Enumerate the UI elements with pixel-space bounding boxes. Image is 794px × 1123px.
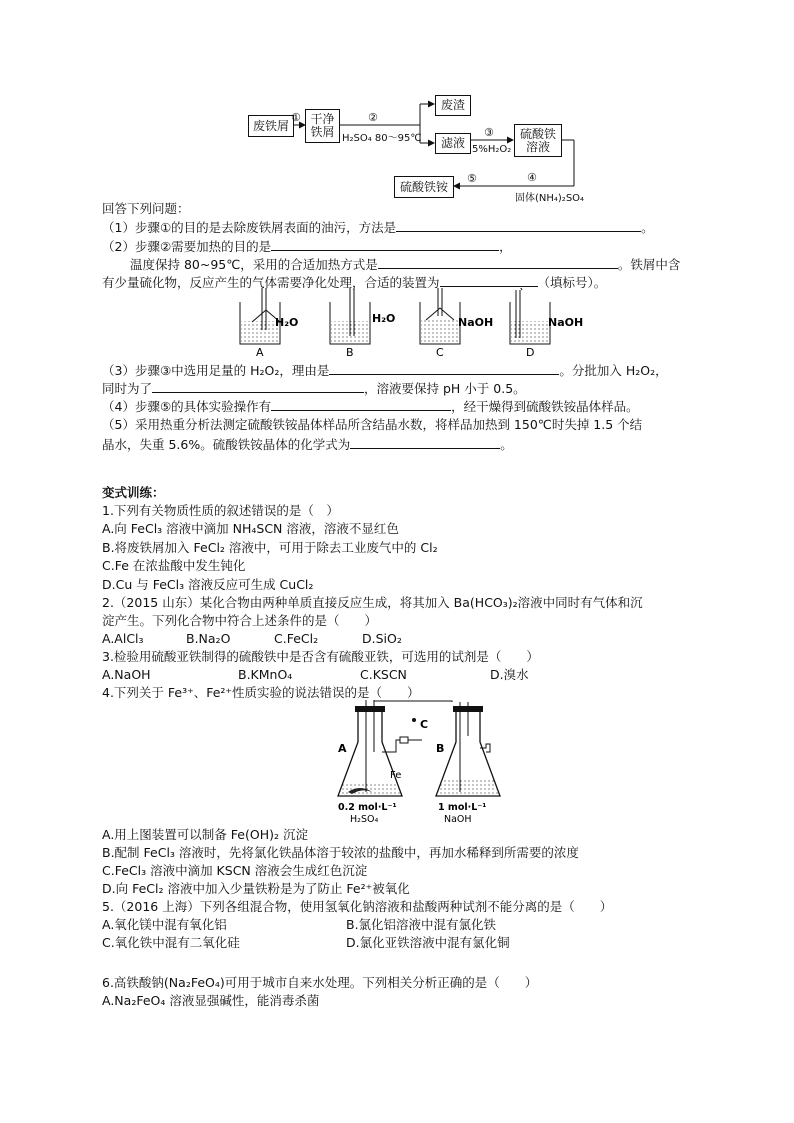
q3c-text: 同时为了 — [102, 381, 153, 396]
q2-line2 — [130, 256, 680, 273]
base-conc-label: 1 mol·L⁻¹ — [438, 802, 487, 813]
p2-option-b: B.Na₂O — [186, 631, 231, 646]
box-filtrate: 滤液 — [435, 133, 471, 154]
flask-b-label: B — [436, 742, 445, 755]
q2-purpose-blank[interactable] — [271, 238, 499, 251]
practice-heading: 变式训练： — [102, 485, 165, 500]
p4-option-d: D.向 FeCl₂ 溶液中加入少量铁粉是为了防止 Fe²⁺被氧化 — [102, 881, 410, 896]
box-waste: 废渣 — [435, 95, 471, 116]
p2-option-c: C.FeCl₂ — [274, 631, 319, 646]
step2-condition: H₂SO₄ 80～95℃ — [342, 133, 422, 144]
q3-purpose-blank[interactable] — [152, 380, 364, 393]
box-product: 硫酸铁铵 — [394, 176, 454, 198]
p2-stem: 2.（2015 山东）某化合物由两种单质直接反应生成，将其加入 Ba(HCO₃)₂溶液中同时有气体和沉 — [102, 595, 643, 610]
box-clean-iron-line1: 干净 — [310, 112, 335, 126]
q4-line — [102, 398, 639, 415]
step1-label: ① — [291, 111, 301, 124]
q5-line2 — [102, 436, 513, 453]
flowchart-arrows — [0, 0, 794, 200]
p3-options — [102, 667, 529, 683]
p5-options-row2 — [102, 935, 510, 951]
base-label: NaOH — [444, 814, 472, 825]
q1-answer-blank[interactable] — [396, 219, 641, 232]
box-raw-iron: 废铁屑 — [248, 115, 294, 137]
q2-heating-blank[interactable] — [378, 256, 618, 269]
box-ferric-line2: 溶液 — [525, 139, 550, 154]
step4-condition: 固体(NH₄)₂SO₄ — [515, 193, 585, 204]
label-a: A — [256, 346, 264, 359]
p2-option-d: D.SiO₂ — [362, 631, 402, 646]
step2-label: ② — [368, 111, 378, 124]
q4b-text: ，经干燥得到硫酸铁铵晶体样品。 — [451, 399, 639, 414]
p3-option-d: D.溴水 — [490, 667, 529, 682]
q2c-text: 。铁屑中含 — [617, 257, 681, 272]
clamp-c-label: C — [420, 718, 429, 731]
p3-option-b: B.KMnO₄ — [238, 667, 293, 682]
intro-text: 回答下列问题： — [102, 201, 190, 216]
feoh2-apparatus — [330, 700, 510, 828]
q2a-text: （2）步骤②需要加热的目的是 — [102, 239, 272, 254]
step4-label: ④ — [527, 171, 537, 184]
p1-option-d: D.Cu 与 FeCl₃ 溶液反应可生成 CuCl₂ — [102, 577, 314, 592]
q3-line2 — [102, 380, 526, 397]
p4-stem: 4.下列关于 Fe³⁺、Fe²⁺性质实验的说法错误的是（ ） — [102, 685, 420, 700]
p1-option-a: A.向 FeCl₃ 溶液中滴加 NH₄SCN 溶液，溶液不显红色 — [102, 521, 399, 536]
q3d-text: ，溶液要保持 pH 小于 0.5。 — [364, 381, 526, 396]
q3b-text: 。分批加入 H₂O₂， — [559, 363, 668, 378]
p1-option-b: B.将废铁屑加入 FeCl₂ 溶液中，可用于除去工业废气中的 Cl₂ — [102, 540, 438, 555]
p2-option-a: A.AlCl₃ — [102, 631, 144, 646]
p6-stem: 6.高铁酸钠(Na₂FeO₄)可用于城市自来水处理。下列相关分析正确的是（ ） — [102, 975, 538, 990]
acid-label: H₂SO₄ — [350, 814, 379, 825]
q4a-text: （4）步骤⑤的具体实验操作有 — [102, 399, 272, 414]
p5-option-a: A.氧化镁中混有氧化铝 — [102, 917, 227, 932]
flask-a-label: A — [338, 742, 347, 755]
q5-period: 。 — [500, 437, 513, 452]
step5-label: ⑤ — [467, 172, 477, 185]
q3-line1 — [102, 362, 668, 379]
box-clean-iron-line2: 铁屑 — [310, 125, 335, 139]
q4-operation-blank[interactable] — [271, 398, 451, 411]
p4-option-a: A.用上图装置可以制备 Fe(OH)₂ 沉淀 — [102, 827, 308, 842]
p1-option-c: C.Fe 在浓盐酸中发生钝化 — [102, 558, 246, 573]
p6-option-a: A.Na₂FeO₄ 溶液显强碱性，能消毒杀菌 — [102, 993, 320, 1008]
p5-options-row1 — [102, 917, 496, 933]
p5-stem: 5.（2016 上海）下列各组混合物，使用氢氧化钠溶液和盐酸两种试剂不能分离的是（ ） — [102, 899, 613, 914]
flask-a — [338, 700, 402, 796]
beaker-c — [420, 288, 460, 344]
beaker-b — [330, 288, 370, 344]
q5-line1: （5）采用热重分析法测定硫酸铁铵晶体样品所含结晶水数，将样品加热到 150℃时失掉 1.5 个结 — [102, 417, 643, 432]
iron-label: Fe — [390, 770, 402, 781]
box-ferric-line1: 硫酸铁 — [519, 126, 556, 141]
label-d: D — [526, 346, 535, 359]
reagent-c: NaOH — [458, 316, 494, 329]
p3-stem: 3.检验用硫酸亚铁制得的硫酸铁中是否含有硫酸亚铁，可选用的试剂是（ ） — [102, 649, 539, 664]
q1-line — [102, 219, 654, 236]
box-ferric-sulfate — [514, 124, 562, 157]
q2b-text: 温度保持 80~95℃，采用的合适加热方式是 — [130, 257, 378, 272]
q2-apparatus-blank[interactable] — [440, 274, 538, 287]
q2d-text: 有少量硫化物，反应产生的气体需要净化处理，合适的装置为 — [102, 275, 440, 290]
q5b-text: 晶水，失重 5.6%。硫酸铁铵晶体的化学式为 — [102, 437, 351, 452]
q2-comma: ， — [499, 239, 512, 254]
q3a-text: （3）步骤③中选用足量的 H₂O₂，理由是 — [102, 363, 330, 378]
step3-label: ③ — [484, 126, 494, 139]
acid-conc-label: 0.2 mol·L⁻¹ — [338, 802, 397, 813]
p3-option-c: C.KSCN — [360, 667, 407, 682]
p5-option-d: D.氯化亚铁溶液中混有氯化铜 — [346, 935, 510, 950]
label-c: C — [436, 346, 444, 359]
q1-period: 。 — [641, 220, 654, 235]
beaker-d — [510, 288, 550, 344]
q2-line1 — [102, 238, 512, 255]
q3-reason-blank[interactable] — [329, 362, 559, 375]
label-b: B — [346, 346, 354, 359]
reagent-a: H₂O — [275, 316, 299, 329]
p4-option-b: B.配制 FeCl₃ 溶液时，先将氯化铁晶体溶于较浓的盐酸中，再加水稀释到所需要的浓度 — [102, 845, 579, 860]
flask-b — [436, 702, 500, 796]
p2-stem-cont: 淀产生。下列化合物中符合上述条件的是（ ） — [102, 613, 378, 628]
reagent-d: NaOH — [548, 316, 584, 329]
step3-condition: 5%H₂O₂ — [472, 144, 512, 155]
q5-formula-blank[interactable] — [350, 436, 500, 449]
p2-options — [102, 631, 402, 647]
q2e-text: （填标号）。 — [537, 275, 607, 290]
p4-option-c: C.FeCl₃ 溶液中滴加 KSCN 溶液会生成红色沉淀 — [102, 863, 368, 878]
beaker-a — [240, 288, 280, 344]
p1-stem: 1.下列有关物质性质的叙述错误的是（ ） — [102, 503, 339, 518]
p5-option-b: B.氯化铝溶液中混有氯化铁 — [346, 917, 497, 932]
box-clean-iron — [305, 109, 340, 143]
reagent-b: H₂O — [372, 312, 396, 325]
p3-option-a: A.NaOH — [102, 667, 151, 682]
q1-text: （1）步骤①的目的是去除废铁屑表面的油污，方法是 — [102, 220, 397, 235]
p5-option-c: C.氧化铁中混有二氧化硅 — [102, 935, 240, 950]
apparatus-figure — [230, 288, 590, 360]
